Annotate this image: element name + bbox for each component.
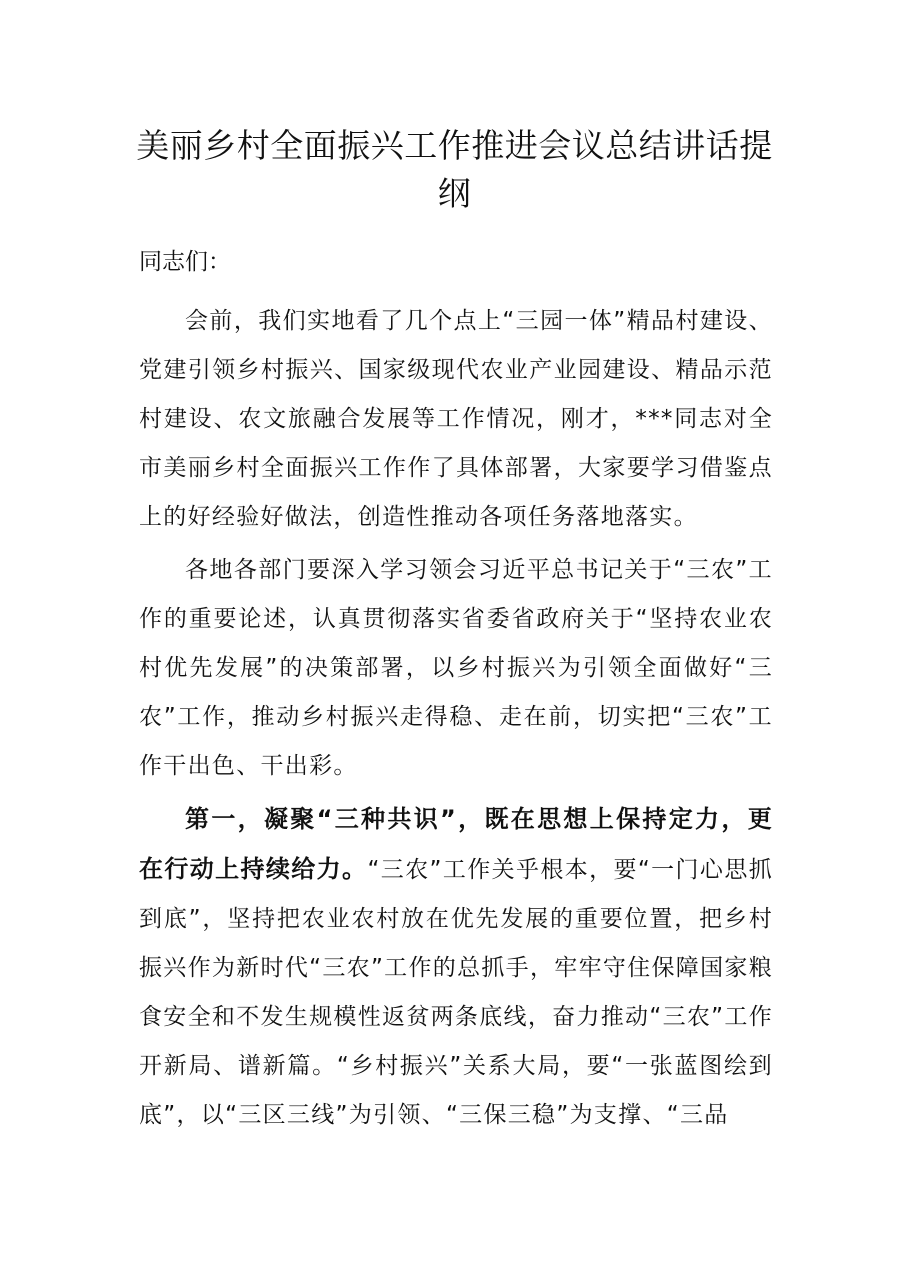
paragraph-1 (139, 297, 773, 542)
document-title: 美丽乡村全面振兴工作推进会议总结讲话提纲 (136, 126, 773, 213)
paragraph-3-text: “三农”工作关乎根本，要“一门心思抓到底”，坚持把农业农村放在优先发展的重要位置，把乡村振兴作为新时代“三农”工作的总抓手，牢牢守住保障国家粮食安全和不发生规模性返贫两条底线，奋力推动“三农”工作开新局、谱新篇。“乡村振兴”关系大局，要“一张蓝图绘到底”，以“三区三线”为引领、“三保三稳”为支撑、“三品 (139, 857, 773, 1128)
paragraph-2-text: 各地各部门要深入学习领会习近平总书记关于“三农”工作的重要论述，认真贯彻落实省委省政府关于“坚持农业农村优先发展”的决策部署，以乡村振兴为引领全面做好“三农”工作，推动乡村振兴走得稳、走在前，切实把“三农”工作干出色、干出彩。 (139, 557, 773, 779)
salutation: 同志们： (139, 249, 231, 275)
paragraph-3 (139, 795, 773, 1140)
paragraph-1-text: 会前，我们实地看了几个点上“三园一体”精品村建设、党建引领乡村振兴、国家级现代农业产业园建设、精品示范村建设、农文旅融合发展等工作情况，刚才，***同志对全市美丽乡村全面振兴工作作了具体部署，大家要学习借鉴点上的好经验好做法，创造性推动各项任务落地落实。 (139, 308, 773, 530)
paragraph-2 (139, 546, 773, 791)
paragraph-3-lead: 第一，凝聚“三种共识”，既在思想上保持定力，更在行动上持续给力。 (139, 805, 773, 883)
